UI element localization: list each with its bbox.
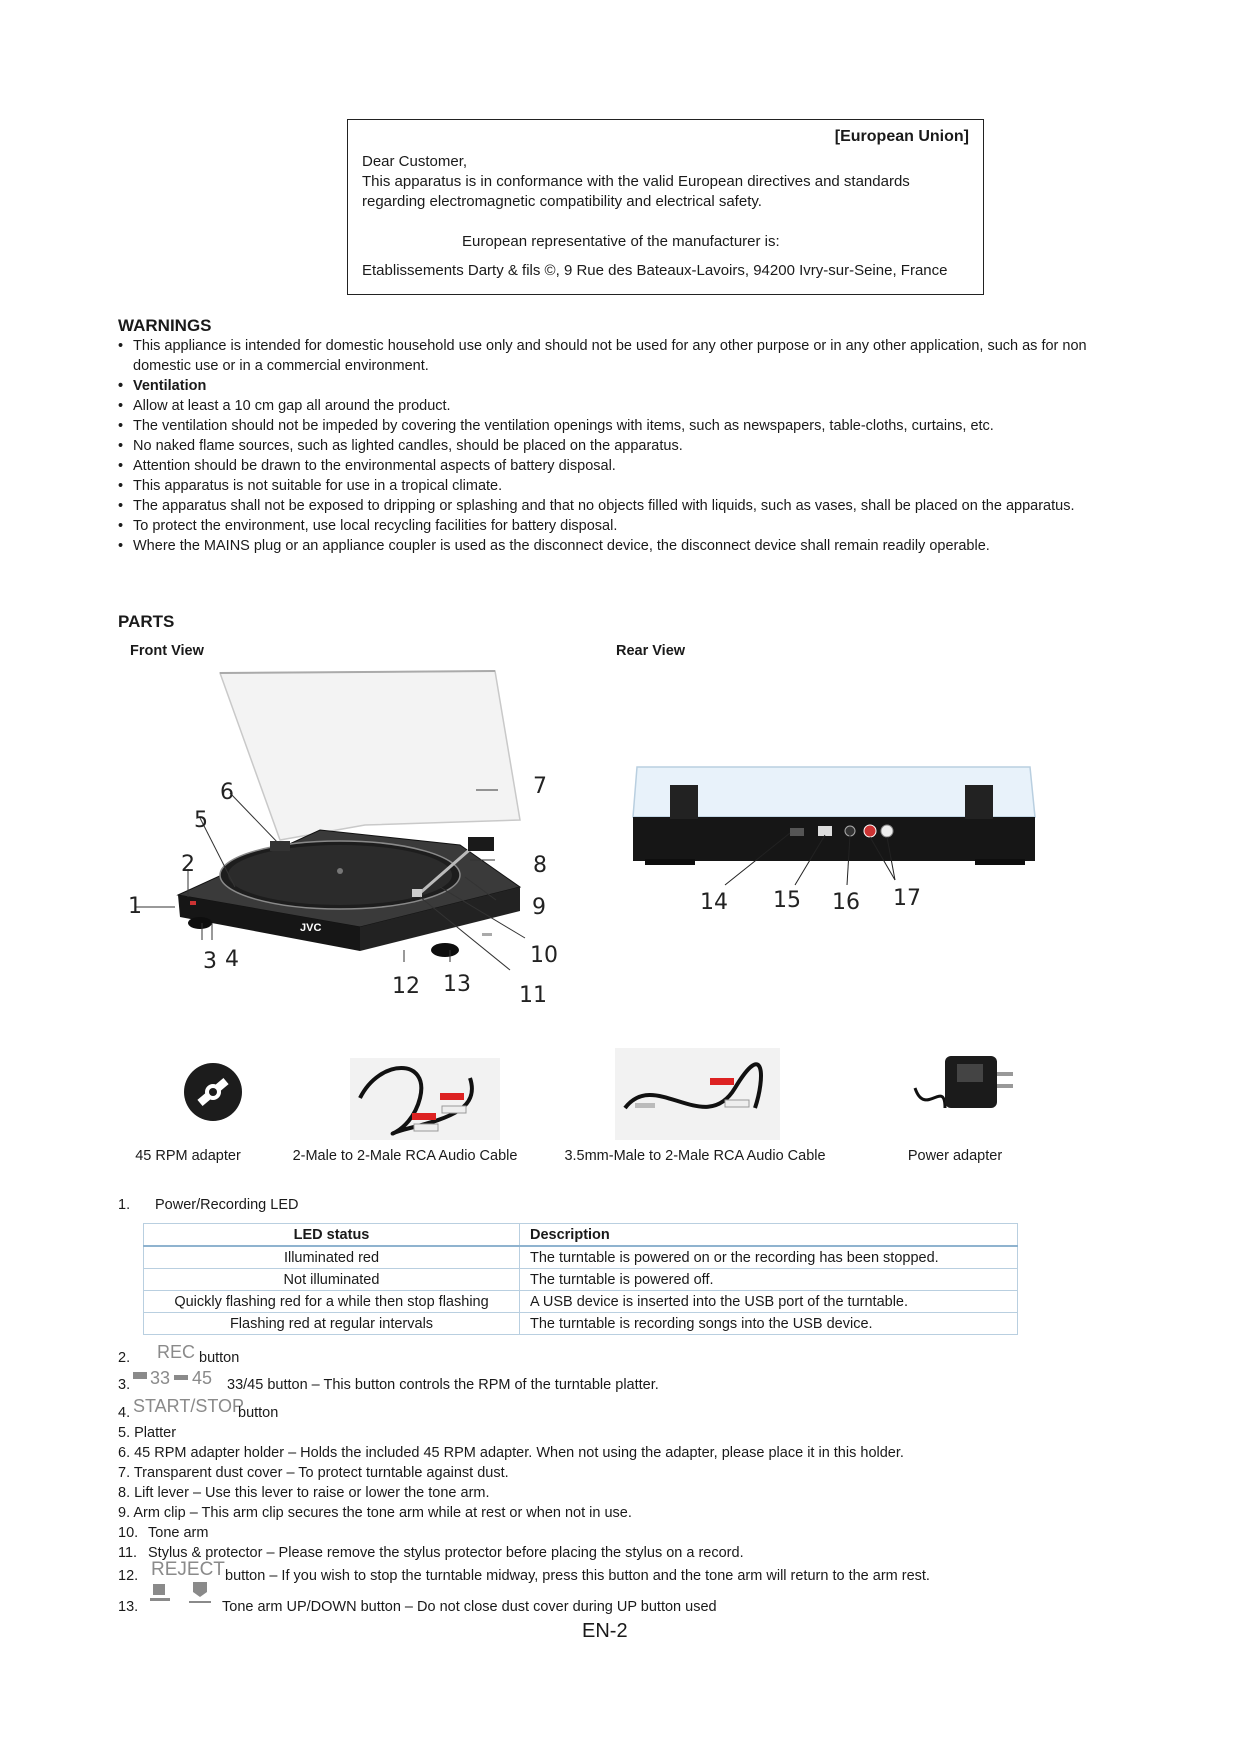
list-item-10-num: 10. (118, 1525, 139, 1541)
rpm-33-glyph: 33 (150, 1368, 171, 1388)
usb-port (818, 826, 832, 836)
list-item-11: Stylus & protector – Please remove the stylus protector before placing the stylus on a record. (148, 1545, 744, 1561)
front-view-illustration (120, 665, 580, 1015)
column-header: Description (520, 1224, 1018, 1247)
list-item-13-num: 13. (118, 1599, 139, 1615)
callout-10: 10 (530, 943, 558, 968)
list-item-1: Power/Recording LED (155, 1197, 299, 1213)
led-status-cell: Illuminated red (144, 1246, 520, 1269)
warning-item: • This apparatus is not suitable for use in a tropical climate. (118, 476, 1098, 496)
adapter-holder (270, 841, 290, 851)
rca-red (864, 825, 876, 837)
aux-jack (845, 826, 855, 836)
list-item-12: button – If you wish to stop the turntable midway, press this button and the tone arm will return to the arm rest. (225, 1568, 930, 1584)
table-row (144, 1269, 1018, 1291)
callout-17: 17 (893, 886, 921, 911)
list-item-4-num: 4. (118, 1405, 131, 1421)
callout-11: 11 (519, 983, 547, 1008)
rpm-45-glyph: 45 (192, 1368, 213, 1388)
led-status-cell: Quickly flashing red for a while then stop flashing (144, 1291, 520, 1313)
warning-item: • The ventilation should not be impeded by covering the ventilation openings with items, such as newspapers, table-cloths, curtains, etc. (118, 416, 1098, 436)
callout-8: 8 (533, 853, 547, 878)
accessory-label-adapter: 45 RPM adapter (135, 1148, 241, 1164)
page-number: EN-2 (582, 1620, 628, 1642)
table-row (144, 1313, 1018, 1335)
dc-input-port (790, 828, 804, 836)
warning-item: • To protect the environment, use local recycling facilities for battery disposal. (118, 516, 1098, 536)
callout-15: 15 (773, 888, 801, 913)
eu-line-1: This apparatus is in conformance with the valid European directives and standards (362, 173, 910, 190)
list-item-13: Tone arm UP/DOWN button – Do not close dust cover during UP button used (222, 1599, 717, 1615)
rpm-33-indicator-icon (133, 1372, 147, 1379)
eu-address: Etablissements Darty & fils ©, 9 Rue des Bateaux-Lavoirs, 94200 Ivry-sur-Seine, France (362, 262, 948, 279)
accessory-label-aux-cable: 3.5mm-Male to 2-Male RCA Audio Cable (564, 1148, 826, 1164)
led-description-cell: The turntable is powered on or the recording has been stopped. (520, 1246, 1018, 1269)
led-description-cell: A USB device is inserted into the USB port of the turntable. (520, 1291, 1018, 1313)
warnings-heading: WARNINGS (118, 316, 212, 335)
warning-item: • This appliance is intended for domestic household use only and should not be used for any other purpose or in any other application, such as for non domestic use or in a commercial environment. (118, 336, 1098, 376)
rca-white (881, 825, 893, 837)
tone-arm-up-icon (150, 1582, 172, 1604)
warning-item: • Where the MAINS plug or an appliance coupler is used as the disconnect device, the disconnect device shall remain readily operable. (118, 536, 1098, 556)
callout-7: 7 (533, 774, 547, 799)
rear-view-illustration (625, 755, 1045, 895)
front-view-label: Front View (130, 643, 204, 659)
list-item-4: button (238, 1405, 279, 1421)
rear-view-label: Rear View (616, 643, 686, 659)
warning-item: • Allow at least a 10 cm gap all around the product. (118, 396, 1098, 416)
list-item-2-num: 2. (118, 1350, 131, 1366)
start-stop-button-glyph: START/STOP (133, 1396, 245, 1416)
callout-1: 1 (128, 894, 142, 919)
callout-16: 16 (832, 890, 860, 915)
led-status-cell: Not illuminated (144, 1269, 520, 1291)
warning-item: • The apparatus shall not be exposed to dripping or splashing and that no objects filled with liquids, such as vases, shall be placed on the apparatus. (118, 496, 1098, 516)
callout-13: 13 (443, 972, 471, 997)
table-header-row (144, 1224, 1018, 1247)
power-adapter-image (905, 1048, 1035, 1140)
brand-logo: JVC (300, 922, 322, 934)
45-rpm-adapter-image (178, 1058, 248, 1128)
table-row (144, 1246, 1018, 1269)
list-item-12-num: 12. (118, 1568, 139, 1584)
led-description-cell: The turntable is powered off. (520, 1269, 1018, 1291)
warning-item: • Attention should be drawn to the environmental aspects of battery disposal. (118, 456, 1098, 476)
warning-item: • Ventilation (118, 376, 1098, 396)
warnings-list (118, 336, 1098, 556)
led-description-cell: The turntable is recording songs into the USB device. (520, 1313, 1018, 1335)
eu-title: [European Union] (834, 128, 969, 145)
eu-line-2: regarding electromagnetic compatibility and electrical safety. (362, 193, 762, 210)
callout-5: 5 (194, 808, 208, 833)
accessory-label-rca-cable: 2-Male to 2-Male RCA Audio Cable (292, 1148, 518, 1164)
callout-9: 9 (532, 895, 546, 920)
list-item-9: 9. Arm clip – This arm clip secures the tone arm while at rest or when not in use. (118, 1505, 632, 1521)
rec-button-glyph: REC (157, 1342, 196, 1362)
rpm-45-indicator-icon (174, 1375, 188, 1380)
callout-6: 6 (220, 780, 234, 805)
led-status-table (143, 1223, 1018, 1335)
column-header: LED status (144, 1224, 520, 1247)
tone-arm-down-icon (189, 1582, 211, 1604)
callout-14: 14 (700, 890, 728, 915)
rca-cable-image (350, 1058, 500, 1140)
table-row (144, 1291, 1018, 1313)
list-item-10: Tone arm (148, 1525, 209, 1541)
callout-3: 3 (203, 949, 217, 974)
aux-to-rca-cable-image (615, 1048, 780, 1140)
list-item-8: 8. Lift lever – Use this lever to raise or lower the tone arm. (118, 1485, 490, 1501)
callout-12: 12 (392, 974, 420, 999)
list-item-3: 33/45 button – This button controls the RPM of the turntable platter. (227, 1377, 659, 1393)
eu-representative: European representative of the manufacturer is: (462, 233, 780, 250)
eu-greeting: Dear Customer, (362, 153, 468, 170)
accessory-label-power-adapter: Power adapter (907, 1148, 1003, 1164)
dust-cover (220, 671, 520, 840)
list-item-6: 6. 45 RPM adapter holder – Holds the included 45 RPM adapter. When not using the adapter, please place it in this holder. (118, 1445, 904, 1461)
eu-notice-box (347, 119, 984, 295)
callout-2: 2 (181, 852, 195, 877)
list-item-5: 5. Platter (118, 1425, 177, 1441)
parts-heading: PARTS (118, 612, 175, 631)
callout-4: 4 (225, 947, 239, 972)
reject-button-glyph: REJECT (151, 1559, 225, 1580)
list-item-7: 7. Transparent dust cover – To protect turntable against dust. (118, 1465, 509, 1481)
list-item-3-num: 3. (118, 1377, 131, 1393)
led-status-cell: Flashing red at regular intervals (144, 1313, 520, 1335)
warning-item: • No naked flame sources, such as lighted candles, should be placed on the apparatus. (118, 436, 1098, 456)
list-item-2: button (199, 1350, 240, 1366)
list-item-11-num: 11. (118, 1545, 138, 1561)
list-item-1-num: 1. (118, 1197, 131, 1213)
